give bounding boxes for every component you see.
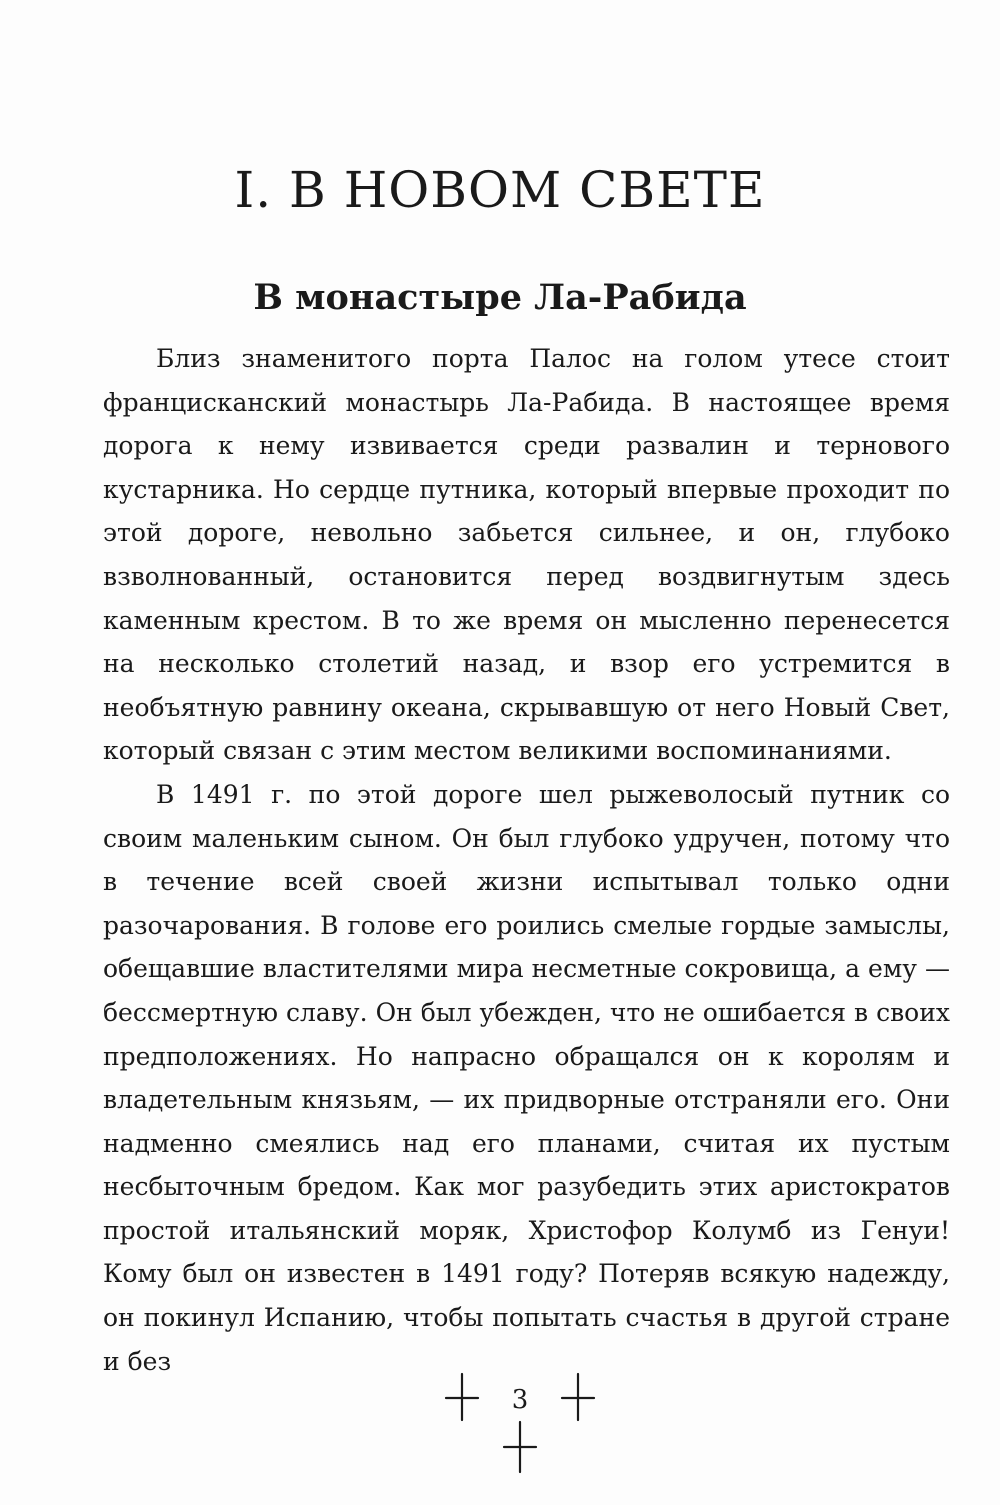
section-title: В монастыре Ла-Рабида <box>253 277 747 318</box>
paragraph: В 1491 г. по этой дороге шел рыжеволосый путник со своим маленьким сыном. Он был глубоко удручен, потому что в течение всей своей жизни испытывал только одни разочарования. В голове его роились смелые гордые замыслы, обещавшие властителями мира несметные сокровища, а ему — бессмертную славу. Он был убежден, что не ошибается в своих предположениях. Но напрасно обращался он к королям и владетельным князьям, — их придворные отстраняли его. Они надменно смеялись над его планами, считая их пустым несбыточным бредом. Как мог разубедить этих аристократов простой итальянский моряк, Христофор Колумб из Генуи! Кому был он известен в 1491 году? Потеряв всякую надежду, он покинул Испанию, чтобы попытать счастья в другой стране и без <box>103 779 950 1376</box>
page-number: 3 <box>511 1385 529 1415</box>
page-footer <box>0 1370 1000 1480</box>
body-text <box>103 337 950 1383</box>
paragraph: Близ знаменитого порта Палос на голом утесе стоит францисканский монастырь Ла-Рабида. В настоящее время дорога к нему извивается среди развалин и тернового кустарника. Но сердце путника, который впервые проходит по этой дороге, невольно забьется сильнее, и он, глубоко взволнованный, остановится перед воздвигнутым здесь каменным крестом. В то же время он мысленно перенесется на несколько столетий назад, и взор его устремится в необъятную равнину океана, скрывавшую от него Новый Свет, который связан с этим местом великими воспоминаниями. <box>103 344 950 766</box>
chapter-title: I. В НОВОМ СВЕТЕ <box>234 161 766 219</box>
